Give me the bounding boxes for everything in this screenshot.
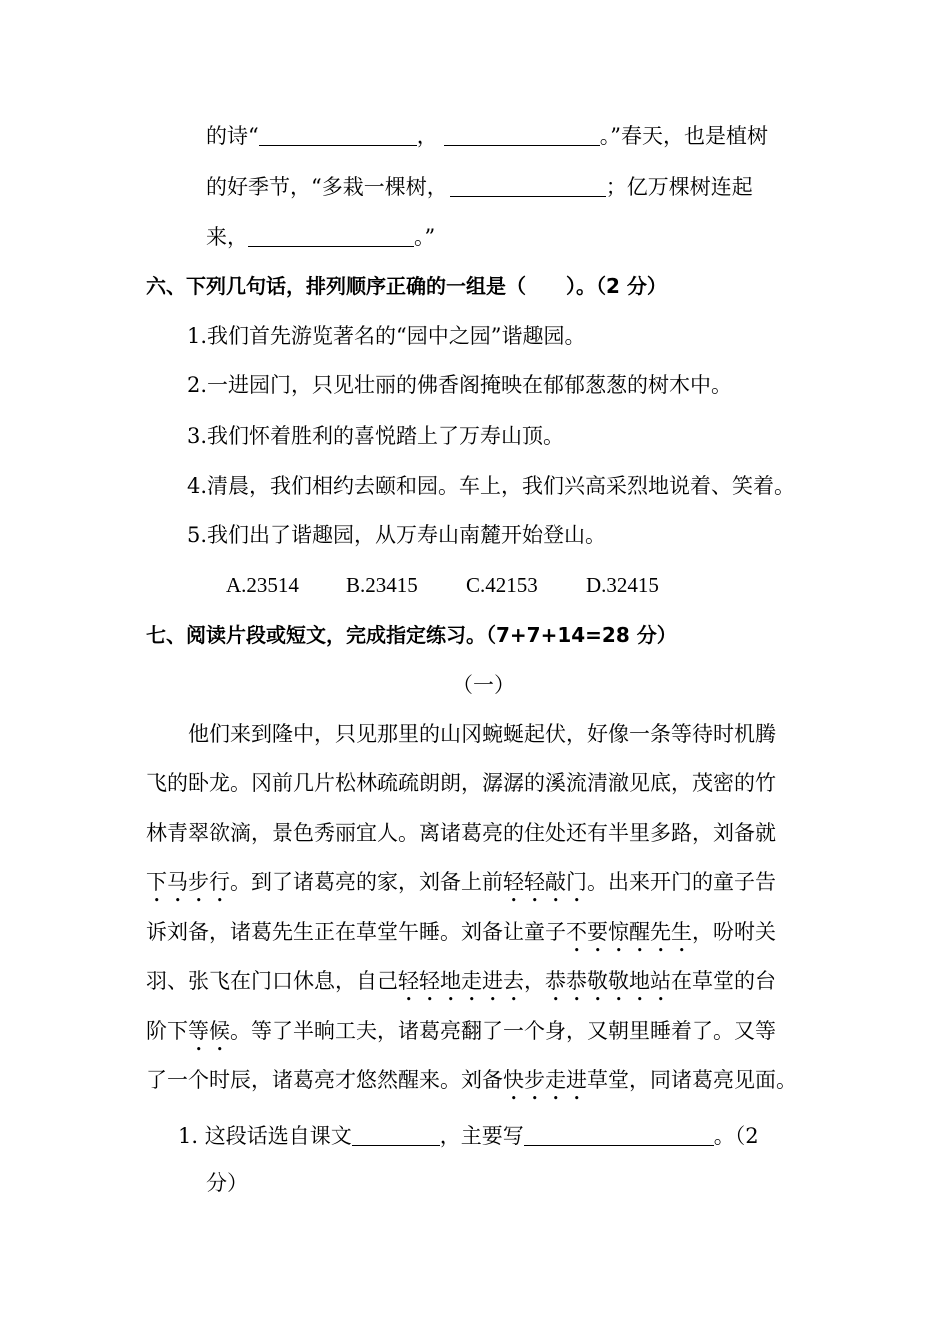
answer-blank[interactable] xyxy=(524,1123,714,1146)
poem-text: ， xyxy=(416,124,438,148)
poem-text: 来， xyxy=(206,225,248,249)
passage-line xyxy=(146,1065,797,1105)
passage-line: 飞的卧龙。冈前几片松林疏疏朗朗，潺潺的溪流清澈见底，茂密的竹 xyxy=(146,771,776,795)
option-a[interactable]: A.23514 xyxy=(226,573,299,597)
answer-blank[interactable] xyxy=(450,174,606,197)
passage-text: 了一个时辰，诸葛亮才悠然醒来。刘备 xyxy=(146,1068,503,1092)
answer-blank[interactable] xyxy=(248,224,414,247)
passage-line xyxy=(146,917,776,957)
sub-question-text: 1. 这段话选自课文 xyxy=(178,1124,352,1148)
emphasized-text: 快步走进 xyxy=(503,1068,587,1092)
sub-question-1 xyxy=(178,1121,759,1151)
emphasized-text: 不要惊醒先生 xyxy=(566,920,692,944)
passage-text: 草堂，同诸葛亮见面。 xyxy=(587,1068,797,1092)
passage-text: 羽、张飞在门口休息，自己 xyxy=(146,969,398,993)
poem-line-3 xyxy=(206,222,435,252)
emphasized-text: 轻轻敲门 xyxy=(503,870,587,894)
passage-text: 阶下 xyxy=(146,1019,188,1043)
passage-line xyxy=(146,1016,776,1056)
passage-text: 诉刘备，诸葛先生正在草堂午睡。刘备让童子 xyxy=(146,920,566,944)
question-7-heading: 七、阅读片段或短文，完成指定练习。（7+7+14=28 分） xyxy=(146,623,677,647)
poem-line-2 xyxy=(206,172,753,202)
emphasized-text: 下马步行 xyxy=(146,870,230,894)
poem-line-1 xyxy=(206,121,768,151)
passage-text: 。等了半晌工夫，诸葛亮翻了一个身，又朝里睡着了。又等 xyxy=(230,1019,776,1043)
passage-text: 。到了诸葛亮的家，刘备上前 xyxy=(230,870,503,894)
passage-text: ，吩咐关 xyxy=(692,920,776,944)
passage-text: 在草堂的台 xyxy=(671,969,776,993)
passage-line: 林青翠欲滴，景色秀丽宜人。离诸葛亮的住处还有半里多路，刘备就 xyxy=(146,821,776,845)
answer-blank[interactable] xyxy=(444,123,600,146)
poem-text: 。”春天，也是植树 xyxy=(599,124,768,148)
question-6-heading: 六、下列几句话，排列顺序正确的一组是（ ）。（2 分） xyxy=(146,274,667,298)
option-b[interactable]: B.23415 xyxy=(346,573,418,597)
passage-text: 。出来开门的童子告 xyxy=(587,870,776,894)
question-6-item: 3.我们怀着胜利的喜悦踏上了万寿山顶。 xyxy=(187,424,565,448)
poem-text: 。” xyxy=(414,225,436,249)
question-6-item: 1.我们首先游览著名的“园中之园”谐趣园。 xyxy=(187,324,586,348)
emphasized-text: 恭恭敬敬地站 xyxy=(545,969,671,993)
option-c[interactable]: C.42153 xyxy=(466,573,538,597)
emphasized-text: 等候 xyxy=(188,1019,230,1043)
passage-text: ， xyxy=(524,969,545,993)
poem-text: 的诗“ xyxy=(206,124,259,148)
sub-question-1-points: 分） xyxy=(206,1171,248,1195)
passage-line xyxy=(146,867,776,907)
question-6-item: 2.一进园门，只见壮丽的佛香阁掩映在郁郁葱葱的树木中。 xyxy=(187,373,733,397)
passage-line xyxy=(146,966,776,1006)
answer-blank[interactable] xyxy=(352,1123,440,1146)
answer-blank[interactable] xyxy=(259,123,417,146)
passage-part-label: （一） xyxy=(452,673,515,697)
sub-question-text: ，主要写 xyxy=(439,1124,524,1148)
question-6-item: 5.我们出了谐趣园，从万寿山南麓开始登山。 xyxy=(187,523,607,547)
sub-question-text: 。（2 xyxy=(713,1124,759,1148)
emphasized-text: 轻轻地走进去 xyxy=(398,969,524,993)
option-d[interactable]: D.32415 xyxy=(586,573,659,597)
passage-line: 他们来到隆中，只见那里的山冈蜿蜒起伏，好像一条等待时机腾 xyxy=(188,722,776,746)
question-6-item: 4.清晨，我们相约去颐和园。车上，我们兴高采烈地说着、笑着。 xyxy=(187,474,796,498)
poem-text: ；亿万棵树连起 xyxy=(605,175,753,199)
poem-text: 的好季节，“多栽一棵树， xyxy=(206,175,448,199)
